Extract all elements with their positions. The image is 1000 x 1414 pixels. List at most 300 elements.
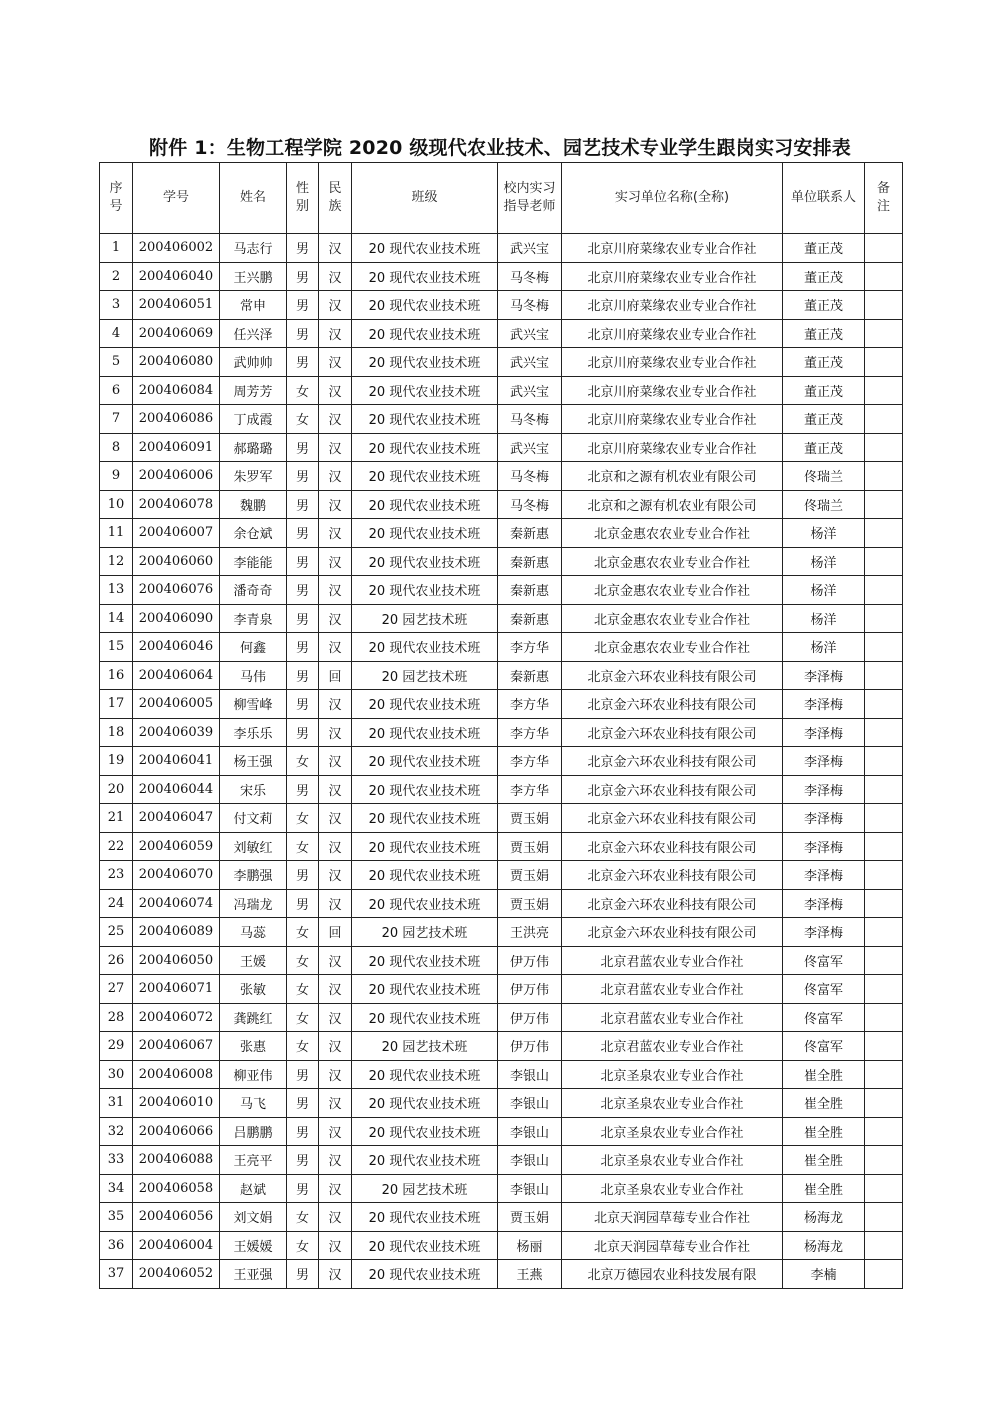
- cell-name: 王媛媛: [220, 1231, 287, 1260]
- cell-class: 20 园艺技术班: [352, 1174, 498, 1203]
- cell-student-id: 200406051: [133, 291, 220, 320]
- cell-company: 北京金六环农业科技有限公司: [562, 690, 783, 719]
- cell-gender: 男: [287, 234, 319, 263]
- cell-seq: 14: [100, 604, 133, 633]
- cell-remark: [865, 462, 903, 491]
- cell-name: 任兴泽: [220, 319, 287, 348]
- cell-seq: 13: [100, 576, 133, 605]
- cell-mentor: 马冬梅: [498, 291, 562, 320]
- table-row: [100, 1231, 903, 1260]
- table-row: [100, 1260, 903, 1289]
- cell-company: 北京川府菜缘农业专业合作社: [562, 319, 783, 348]
- cell-mentor: 李方华: [498, 775, 562, 804]
- cell-gender: 男: [287, 633, 319, 662]
- cell-mentor: 李银山: [498, 1146, 562, 1175]
- cell-mentor: 贾玉娟: [498, 804, 562, 833]
- cell-mentor: 李银山: [498, 1089, 562, 1118]
- cell-contact: 杨洋: [783, 633, 865, 662]
- cell-contact: 杨海龙: [783, 1203, 865, 1232]
- cell-company: 北京金六环农业科技有限公司: [562, 918, 783, 947]
- cell-company: 北京金六环农业科技有限公司: [562, 747, 783, 776]
- cell-mentor: 武兴宝: [498, 376, 562, 405]
- cell-contact: 董正茂: [783, 291, 865, 320]
- table-row: [100, 547, 903, 576]
- cell-gender: 男: [287, 1260, 319, 1289]
- cell-contact: 董正茂: [783, 376, 865, 405]
- cell-student-id: 200406040: [133, 262, 220, 291]
- cell-seq: 3: [100, 291, 133, 320]
- cell-class: 20 现代农业技术班: [352, 547, 498, 576]
- table-row: [100, 946, 903, 975]
- header-remark-label: 备注: [876, 181, 890, 214]
- cell-ethnicity: 汉: [319, 405, 352, 434]
- header-name: 姓名: [220, 163, 287, 234]
- cell-company: 北京和之源有机农业有限公司: [562, 490, 783, 519]
- cell-ethnicity: 汉: [319, 690, 352, 719]
- cell-ethnicity: 汉: [319, 576, 352, 605]
- cell-mentor: 李银山: [498, 1174, 562, 1203]
- table-row: [100, 1003, 903, 1032]
- cell-name: 魏鹏: [220, 490, 287, 519]
- cell-remark: [865, 490, 903, 519]
- cell-ethnicity: 汉: [319, 262, 352, 291]
- cell-class: 20 现代农业技术班: [352, 262, 498, 291]
- table-row: [100, 861, 903, 890]
- cell-remark: [865, 376, 903, 405]
- cell-company: 北京圣泉农业专业合作社: [562, 1089, 783, 1118]
- cell-student-id: 200406002: [133, 234, 220, 263]
- cell-contact: 崔全胜: [783, 1117, 865, 1146]
- cell-ethnicity: 汉: [319, 775, 352, 804]
- cell-student-id: 200406047: [133, 804, 220, 833]
- cell-student-id: 200406010: [133, 1089, 220, 1118]
- cell-name: 赵斌: [220, 1174, 287, 1203]
- cell-remark: [865, 661, 903, 690]
- cell-class: 20 现代农业技术班: [352, 319, 498, 348]
- cell-seq: 23: [100, 861, 133, 890]
- cell-remark: [865, 1203, 903, 1232]
- table-row: [100, 1146, 903, 1175]
- cell-name: 杨王强: [220, 747, 287, 776]
- cell-mentor: 伊万伟: [498, 975, 562, 1004]
- cell-gender: 女: [287, 832, 319, 861]
- internship-table: [99, 162, 903, 1289]
- cell-seq: 10: [100, 490, 133, 519]
- cell-seq: 33: [100, 1146, 133, 1175]
- cell-mentor: 秦新惠: [498, 576, 562, 605]
- cell-student-id: 200406091: [133, 433, 220, 462]
- cell-class: 20 现代农业技术班: [352, 690, 498, 719]
- cell-student-id: 200406008: [133, 1060, 220, 1089]
- header-row: [100, 163, 903, 234]
- cell-class: 20 现代农业技术班: [352, 1117, 498, 1146]
- cell-gender: 男: [287, 690, 319, 719]
- cell-seq: 28: [100, 1003, 133, 1032]
- cell-ethnicity: 汉: [319, 1146, 352, 1175]
- cell-remark: [865, 747, 903, 776]
- cell-class: 20 现代农业技术班: [352, 1060, 498, 1089]
- cell-class: 20 现代农业技术班: [352, 1003, 498, 1032]
- table-row: [100, 319, 903, 348]
- cell-contact: 李泽梅: [783, 661, 865, 690]
- cell-mentor: 武兴宝: [498, 433, 562, 462]
- cell-mentor: 伊万伟: [498, 1032, 562, 1061]
- cell-name: 张惠: [220, 1032, 287, 1061]
- cell-gender: 男: [287, 775, 319, 804]
- cell-seq: 17: [100, 690, 133, 719]
- table-row: [100, 576, 903, 605]
- header-seq-label: 序号: [109, 181, 123, 214]
- table-row: [100, 405, 903, 434]
- cell-class: 20 现代农业技术班: [352, 889, 498, 918]
- cell-contact: 李泽梅: [783, 889, 865, 918]
- cell-remark: [865, 604, 903, 633]
- cell-company: 北京君蓝农业专业合作社: [562, 975, 783, 1004]
- cell-mentor: 马冬梅: [498, 462, 562, 491]
- cell-remark: [865, 804, 903, 833]
- cell-remark: [865, 348, 903, 377]
- cell-class: 20 园艺技术班: [352, 1032, 498, 1061]
- cell-class: 20 现代农业技术班: [352, 376, 498, 405]
- cell-name: 何鑫: [220, 633, 287, 662]
- cell-company: 北京川府菜缘农业专业合作社: [562, 291, 783, 320]
- cell-student-id: 200406058: [133, 1174, 220, 1203]
- cell-remark: [865, 1146, 903, 1175]
- cell-class: 20 现代农业技术班: [352, 1260, 498, 1289]
- cell-remark: [865, 519, 903, 548]
- cell-name: 冯瑞龙: [220, 889, 287, 918]
- cell-company: 北京天润园草莓专业合作社: [562, 1203, 783, 1232]
- header-ethnicity: [319, 163, 352, 234]
- cell-company: 北京圣泉农业专业合作社: [562, 1174, 783, 1203]
- cell-ethnicity: 汉: [319, 1117, 352, 1146]
- cell-remark: [865, 1032, 903, 1061]
- cell-gender: 男: [287, 291, 319, 320]
- cell-mentor: 贾玉娟: [498, 861, 562, 890]
- cell-gender: 女: [287, 1231, 319, 1260]
- header-gender: [287, 163, 319, 234]
- cell-contact: 崔全胜: [783, 1089, 865, 1118]
- table-row: [100, 519, 903, 548]
- cell-class: 20 现代农业技术班: [352, 747, 498, 776]
- cell-mentor: 李银山: [498, 1060, 562, 1089]
- cell-ethnicity: 汉: [319, 547, 352, 576]
- cell-contact: 李泽梅: [783, 718, 865, 747]
- cell-name: 常申: [220, 291, 287, 320]
- cell-seq: 19: [100, 747, 133, 776]
- cell-company: 北京金六环农业科技有限公司: [562, 661, 783, 690]
- cell-mentor: 贾玉娟: [498, 1203, 562, 1232]
- cell-gender: 女: [287, 1032, 319, 1061]
- cell-seq: 26: [100, 946, 133, 975]
- cell-student-id: 200406046: [133, 633, 220, 662]
- cell-seq: 5: [100, 348, 133, 377]
- cell-ethnicity: 汉: [319, 319, 352, 348]
- cell-company: 北京金惠农农业专业合作社: [562, 519, 783, 548]
- cell-remark: [865, 1117, 903, 1146]
- table-row: [100, 918, 903, 947]
- table-row: [100, 775, 903, 804]
- cell-company: 北京金惠农农业专业合作社: [562, 576, 783, 605]
- cell-student-id: 200406088: [133, 1146, 220, 1175]
- header-student-id: 学号: [133, 163, 220, 234]
- cell-class: 20 现代农业技术班: [352, 1231, 498, 1260]
- cell-gender: 男: [287, 718, 319, 747]
- cell-name: 李能能: [220, 547, 287, 576]
- cell-seq: 24: [100, 889, 133, 918]
- cell-company: 北京金六环农业科技有限公司: [562, 718, 783, 747]
- cell-ethnicity: 汉: [319, 1089, 352, 1118]
- cell-company: 北京万德园农业科技发展有限: [562, 1260, 783, 1289]
- table-row: [100, 633, 903, 662]
- table-row: [100, 1174, 903, 1203]
- cell-gender: 男: [287, 262, 319, 291]
- cell-seq: 18: [100, 718, 133, 747]
- cell-remark: [865, 1060, 903, 1089]
- cell-mentor: 王燕: [498, 1260, 562, 1289]
- document-title: 附件 1：生物工程学院 2020 级现代农业技术、园艺技术专业学生跟岗实习安排表: [149, 137, 851, 159]
- cell-ethnicity: 汉: [319, 234, 352, 263]
- cell-contact: 杨洋: [783, 604, 865, 633]
- cell-mentor: 秦新惠: [498, 547, 562, 576]
- header-ethnicity-label: 民族: [328, 181, 342, 214]
- cell-name: 宋乐: [220, 775, 287, 804]
- header-contact: [783, 163, 865, 234]
- header-contact-label: 单位联系人: [790, 190, 856, 205]
- cell-class: 20 园艺技术班: [352, 661, 498, 690]
- cell-seq: 7: [100, 405, 133, 434]
- cell-name: 李鹏强: [220, 861, 287, 890]
- cell-ethnicity: 汉: [319, 433, 352, 462]
- cell-class: 20 现代农业技术班: [352, 433, 498, 462]
- cell-gender: 男: [287, 348, 319, 377]
- table-row: [100, 661, 903, 690]
- cell-contact: 崔全胜: [783, 1060, 865, 1089]
- cell-class: 20 现代农业技术班: [352, 291, 498, 320]
- cell-mentor: 李方华: [498, 747, 562, 776]
- cell-contact: 崔全胜: [783, 1146, 865, 1175]
- cell-contact: 董正茂: [783, 433, 865, 462]
- header-seq: [100, 163, 133, 234]
- cell-seq: 30: [100, 1060, 133, 1089]
- cell-gender: 男: [287, 1060, 319, 1089]
- cell-seq: 36: [100, 1231, 133, 1260]
- cell-contact: 杨洋: [783, 576, 865, 605]
- cell-class: 20 现代农业技术班: [352, 1089, 498, 1118]
- cell-contact: 佟瑞兰: [783, 462, 865, 491]
- header-gender-label: 性别: [295, 181, 309, 214]
- cell-seq: 20: [100, 775, 133, 804]
- header-company: 实习单位名称(全称): [562, 163, 783, 234]
- cell-remark: [865, 262, 903, 291]
- cell-contact: 董正茂: [783, 405, 865, 434]
- cell-remark: [865, 234, 903, 263]
- cell-student-id: 200406039: [133, 718, 220, 747]
- cell-contact: 佟富军: [783, 1032, 865, 1061]
- cell-student-id: 200406078: [133, 490, 220, 519]
- cell-remark: [865, 918, 903, 947]
- cell-ethnicity: 汉: [319, 1032, 352, 1061]
- cell-gender: 女: [287, 804, 319, 833]
- cell-company: 北京君蓝农业专业合作社: [562, 1003, 783, 1032]
- cell-seq: 11: [100, 519, 133, 548]
- cell-mentor: 贾玉娟: [498, 889, 562, 918]
- cell-class: 20 现代农业技术班: [352, 718, 498, 747]
- cell-name: 马伟: [220, 661, 287, 690]
- cell-gender: 男: [287, 889, 319, 918]
- cell-ethnicity: 汉: [319, 1260, 352, 1289]
- cell-seq: 12: [100, 547, 133, 576]
- cell-gender: 男: [287, 661, 319, 690]
- cell-contact: 佟富军: [783, 975, 865, 1004]
- cell-seq: 16: [100, 661, 133, 690]
- cell-name: 丁成霞: [220, 405, 287, 434]
- header-class: 班级: [352, 163, 498, 234]
- cell-class: 20 现代农业技术班: [352, 348, 498, 377]
- header-remark: [865, 163, 903, 234]
- cell-name: 武帅帅: [220, 348, 287, 377]
- cell-ethnicity: 汉: [319, 462, 352, 491]
- cell-seq: 6: [100, 376, 133, 405]
- cell-seq: 32: [100, 1117, 133, 1146]
- cell-remark: [865, 576, 903, 605]
- table-row: [100, 433, 903, 462]
- cell-class: 20 现代农业技术班: [352, 832, 498, 861]
- cell-gender: 男: [287, 519, 319, 548]
- cell-name: 王亮平: [220, 1146, 287, 1175]
- cell-contact: 崔全胜: [783, 1174, 865, 1203]
- table-row: [100, 804, 903, 833]
- cell-student-id: 200406090: [133, 604, 220, 633]
- cell-ethnicity: 汉: [319, 376, 352, 405]
- cell-ethnicity: 汉: [319, 975, 352, 1004]
- table-row: [100, 832, 903, 861]
- table-body: [100, 234, 903, 1289]
- cell-class: 20 现代农业技术班: [352, 1146, 498, 1175]
- cell-gender: 男: [287, 319, 319, 348]
- cell-mentor: 武兴宝: [498, 348, 562, 377]
- cell-contact: 李泽梅: [783, 861, 865, 890]
- cell-name: 李青泉: [220, 604, 287, 633]
- cell-name: 王兴鹏: [220, 262, 287, 291]
- cell-remark: [865, 1231, 903, 1260]
- cell-gender: 男: [287, 433, 319, 462]
- cell-student-id: 200406060: [133, 547, 220, 576]
- cell-ethnicity: 汉: [319, 490, 352, 519]
- cell-class: 20 现代农业技术班: [352, 975, 498, 1004]
- cell-ethnicity: 汉: [319, 861, 352, 890]
- cell-company: 北京金六环农业科技有限公司: [562, 775, 783, 804]
- cell-ethnicity: 汉: [319, 1060, 352, 1089]
- cell-ethnicity: 回: [319, 918, 352, 947]
- cell-seq: 15: [100, 633, 133, 662]
- cell-mentor: 李方华: [498, 690, 562, 719]
- cell-company: 北京金六环农业科技有限公司: [562, 889, 783, 918]
- cell-student-id: 200406066: [133, 1117, 220, 1146]
- cell-mentor: 武兴宝: [498, 319, 562, 348]
- cell-mentor: 马冬梅: [498, 490, 562, 519]
- cell-company: 北京川府菜缘农业专业合作社: [562, 433, 783, 462]
- cell-name: 余仓斌: [220, 519, 287, 548]
- cell-mentor: 武兴宝: [498, 234, 562, 263]
- cell-company: 北京金惠农农业专业合作社: [562, 633, 783, 662]
- table-row: [100, 348, 903, 377]
- cell-name: 马志行: [220, 234, 287, 263]
- cell-ethnicity: 回: [319, 661, 352, 690]
- cell-gender: 男: [287, 576, 319, 605]
- cell-student-id: 200406069: [133, 319, 220, 348]
- cell-student-id: 200406070: [133, 861, 220, 890]
- table-row: [100, 376, 903, 405]
- cell-name: 张敏: [220, 975, 287, 1004]
- header-mentor-label: 校内实习指导老师: [503, 181, 556, 214]
- table-row: [100, 718, 903, 747]
- cell-seq: 27: [100, 975, 133, 1004]
- cell-ethnicity: 汉: [319, 348, 352, 377]
- table-row: [100, 234, 903, 263]
- cell-student-id: 200406044: [133, 775, 220, 804]
- cell-seq: 2: [100, 262, 133, 291]
- table-row: [100, 1203, 903, 1232]
- cell-contact: 董正茂: [783, 319, 865, 348]
- cell-contact: 李泽梅: [783, 918, 865, 947]
- cell-seq: 1: [100, 234, 133, 263]
- cell-contact: 董正茂: [783, 262, 865, 291]
- cell-mentor: 贾玉娟: [498, 832, 562, 861]
- cell-ethnicity: 汉: [319, 718, 352, 747]
- cell-class: 20 现代农业技术班: [352, 234, 498, 263]
- cell-seq: 35: [100, 1203, 133, 1232]
- cell-ethnicity: 汉: [319, 519, 352, 548]
- cell-contact: 李泽梅: [783, 747, 865, 776]
- cell-name: 付文莉: [220, 804, 287, 833]
- cell-seq: 22: [100, 832, 133, 861]
- cell-contact: 李泽梅: [783, 804, 865, 833]
- cell-mentor: 秦新惠: [498, 604, 562, 633]
- cell-seq: 21: [100, 804, 133, 833]
- cell-mentor: 秦新惠: [498, 661, 562, 690]
- cell-gender: 女: [287, 405, 319, 434]
- cell-remark: [865, 1174, 903, 1203]
- cell-contact: 李泽梅: [783, 832, 865, 861]
- cell-student-id: 200406041: [133, 747, 220, 776]
- cell-company: 北京圣泉农业专业合作社: [562, 1060, 783, 1089]
- cell-name: 周芳芳: [220, 376, 287, 405]
- cell-seq: 31: [100, 1089, 133, 1118]
- cell-name: 柳亚伟: [220, 1060, 287, 1089]
- table-row: [100, 490, 903, 519]
- cell-student-id: 200406089: [133, 918, 220, 947]
- cell-ethnicity: 汉: [319, 1003, 352, 1032]
- cell-remark: [865, 433, 903, 462]
- cell-class: 20 现代农业技术班: [352, 405, 498, 434]
- cell-seq: 34: [100, 1174, 133, 1203]
- cell-gender: 男: [287, 462, 319, 491]
- cell-gender: 女: [287, 1003, 319, 1032]
- cell-company: 北京圣泉农业专业合作社: [562, 1146, 783, 1175]
- cell-mentor: 杨丽: [498, 1231, 562, 1260]
- cell-gender: 男: [287, 1117, 319, 1146]
- cell-mentor: 伊万伟: [498, 1003, 562, 1032]
- table-row: [100, 889, 903, 918]
- cell-class: 20 现代农业技术班: [352, 462, 498, 491]
- cell-name: 马蕊: [220, 918, 287, 947]
- cell-student-id: 200406005: [133, 690, 220, 719]
- cell-remark: [865, 690, 903, 719]
- cell-contact: 佟瑞兰: [783, 490, 865, 519]
- cell-company: 北京金六环农业科技有限公司: [562, 804, 783, 833]
- cell-remark: [865, 975, 903, 1004]
